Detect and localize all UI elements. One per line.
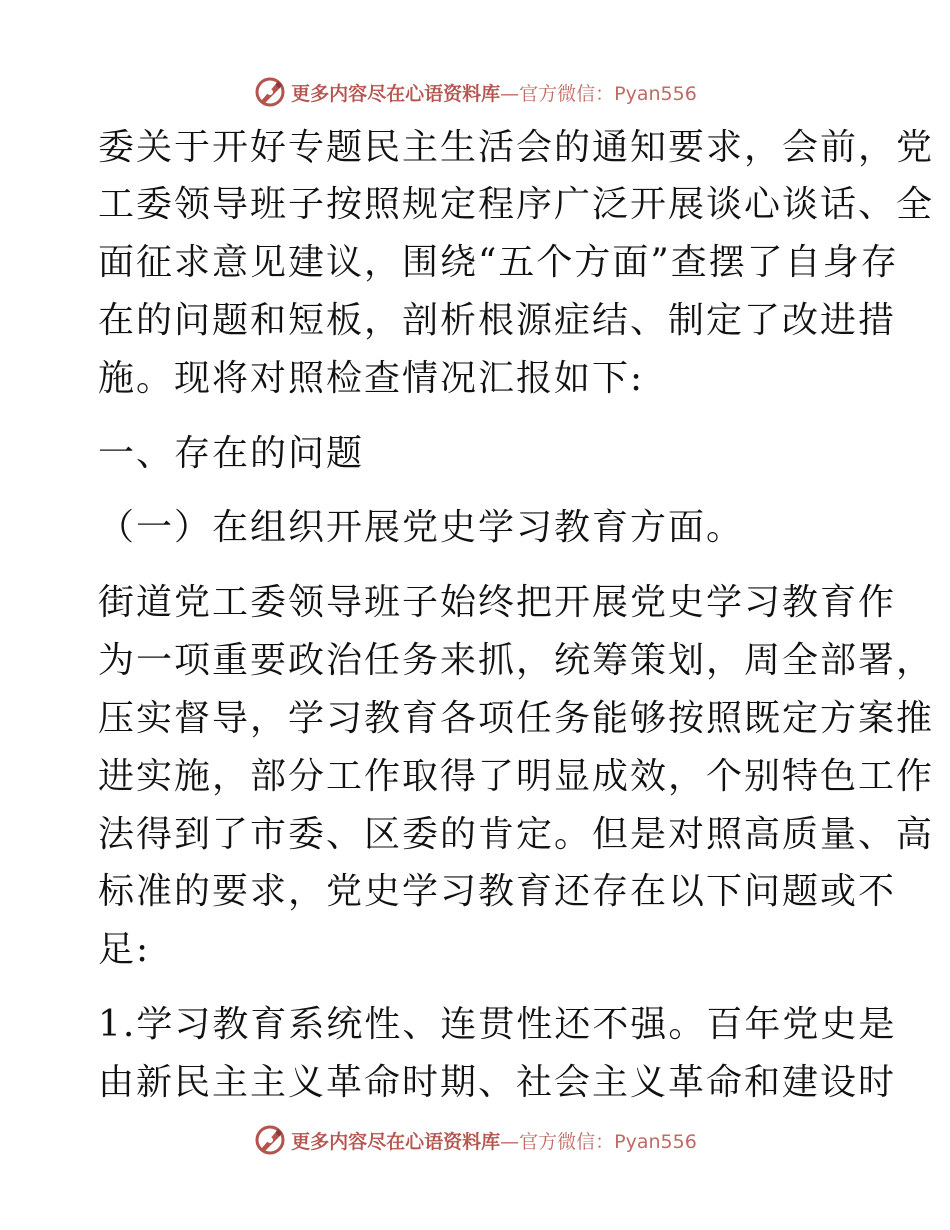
paragraph-line: 压实督导，学习教育各项任务能够按照既定方案推 [98,698,935,739]
paragraph-line: 面征求意见建议，围绕“五个方面”查摆了自身存 [98,242,899,283]
watermark-footer [0,1120,950,1160]
paragraph-line: 委关于开好专题民主生活会的通知要求，会前，党 [98,127,935,168]
pen-logo-icon [253,1123,287,1157]
paragraph-line: 为一项重要政治任务来抓，统筹策划，周全部署， [98,640,935,681]
paragraph-line: 标准的要求，党史学习教育还存在以下问题或不 [98,871,897,912]
paragraph-line: 在的问题和短板，剖析根源症结、制定了改进措 [98,300,897,341]
pen-logo-icon [253,75,287,109]
watermark-wechat-text: —官方微信：Pyan556 [500,82,697,105]
paragraph-line: 街道党工委领导班子始终把开展党史学习教育作 [98,582,897,623]
numbered-point: 1.学习教育系统性、连贯性还不强。百年党史是 [98,1004,897,1045]
subsection-heading: （一）在组织开展党史学习教育方面。 [98,507,745,548]
watermark-wechat-text: —官方微信：Pyan556 [500,1130,697,1153]
section-heading: 一、存在的问题 [98,433,365,474]
paragraph-line: 进实施，部分工作取得了明显成效，个别特色工作 [98,756,935,797]
paragraph-line: 由新民主主义革命时期、社会主义革命和建设时 [98,1062,897,1103]
watermark-main-text: 更多内容尽在心语资料库 [291,82,501,105]
watermark-main-text: 更多内容尽在心语资料库 [291,1130,501,1153]
watermark-header [0,72,950,112]
paragraph-line: 施。现将对照检查情况汇报如下: [98,358,645,399]
paragraph-line: 法得到了市委、区委的肯定。但是对照高质量、高 [98,814,935,855]
paragraph-line: 足: [98,929,151,970]
paragraph-line: 工委领导班子按照规定程序广泛开展谈心谈话、全 [98,184,935,225]
